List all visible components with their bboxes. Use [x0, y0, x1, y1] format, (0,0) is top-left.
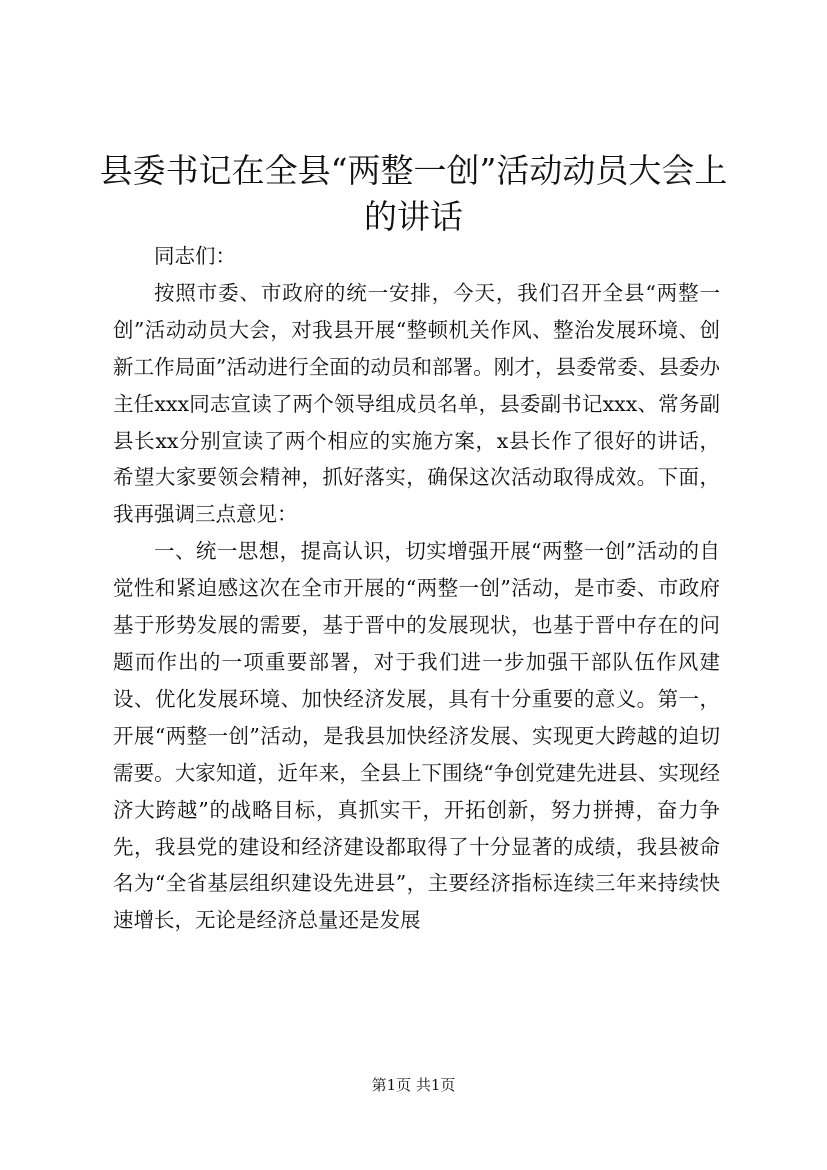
page-number: 第1页 共1页 [371, 1076, 456, 1094]
page-footer [0, 1075, 827, 1095]
document-body [113, 238, 720, 939]
greeting-paragraph: 同志们： [154, 244, 236, 268]
body-paragraph: 按照市委、市政府的统一安排，今天，我们召开全县“两整一创”活动动员大会，对我县开展“整顿机关作风、整治发展环境、创新工作局面”活动进行全面的动员和部署。刚才，县委常委、县委办主任xxx同志宣读了两个领导组成员名单，县委副书记xxx、常务副县长xx分别宣读了两个相应的实施方案，x县长作了很好的讲话，希望大家要领会精神，抓好落实，确保这次活动取得成效。下面，我再强调三点意见： [113, 280, 720, 527]
body-paragraph: 一、统一思想，提高认识，切实增强开展“两整一创”活动的自觉性和紧迫感这次在全市开展的“两整一创”活动，是市委、市政府基于形势发展的需要，基于晋中的发展现状，也基于晋中存在的问题而作出的一项重要部署，对于我们进一步加强干部队伍作风建设、优化发展环境、加快经济发展，具有十分重要的意义。第一，开展“两整一创”活动，是我县加快经济发展、实现更大跨越的迫切需要。大家知道，近年来，全县上下围绕“争创党建先进县、实现经济大跨越”的战略目标，真抓实干，开拓创新，努力拼搏，奋力争先，我县党的建设和经济建设都取得了十分显著的成绩，我县被命名为“全省基层组织建设先进县”，主要经济指标连续三年来持续快速增长，无论是经济总量还是发展 [113, 539, 720, 933]
document-title: 县委书记在全县“两整一创”活动动员大会上的讲话 [99, 151, 728, 236]
